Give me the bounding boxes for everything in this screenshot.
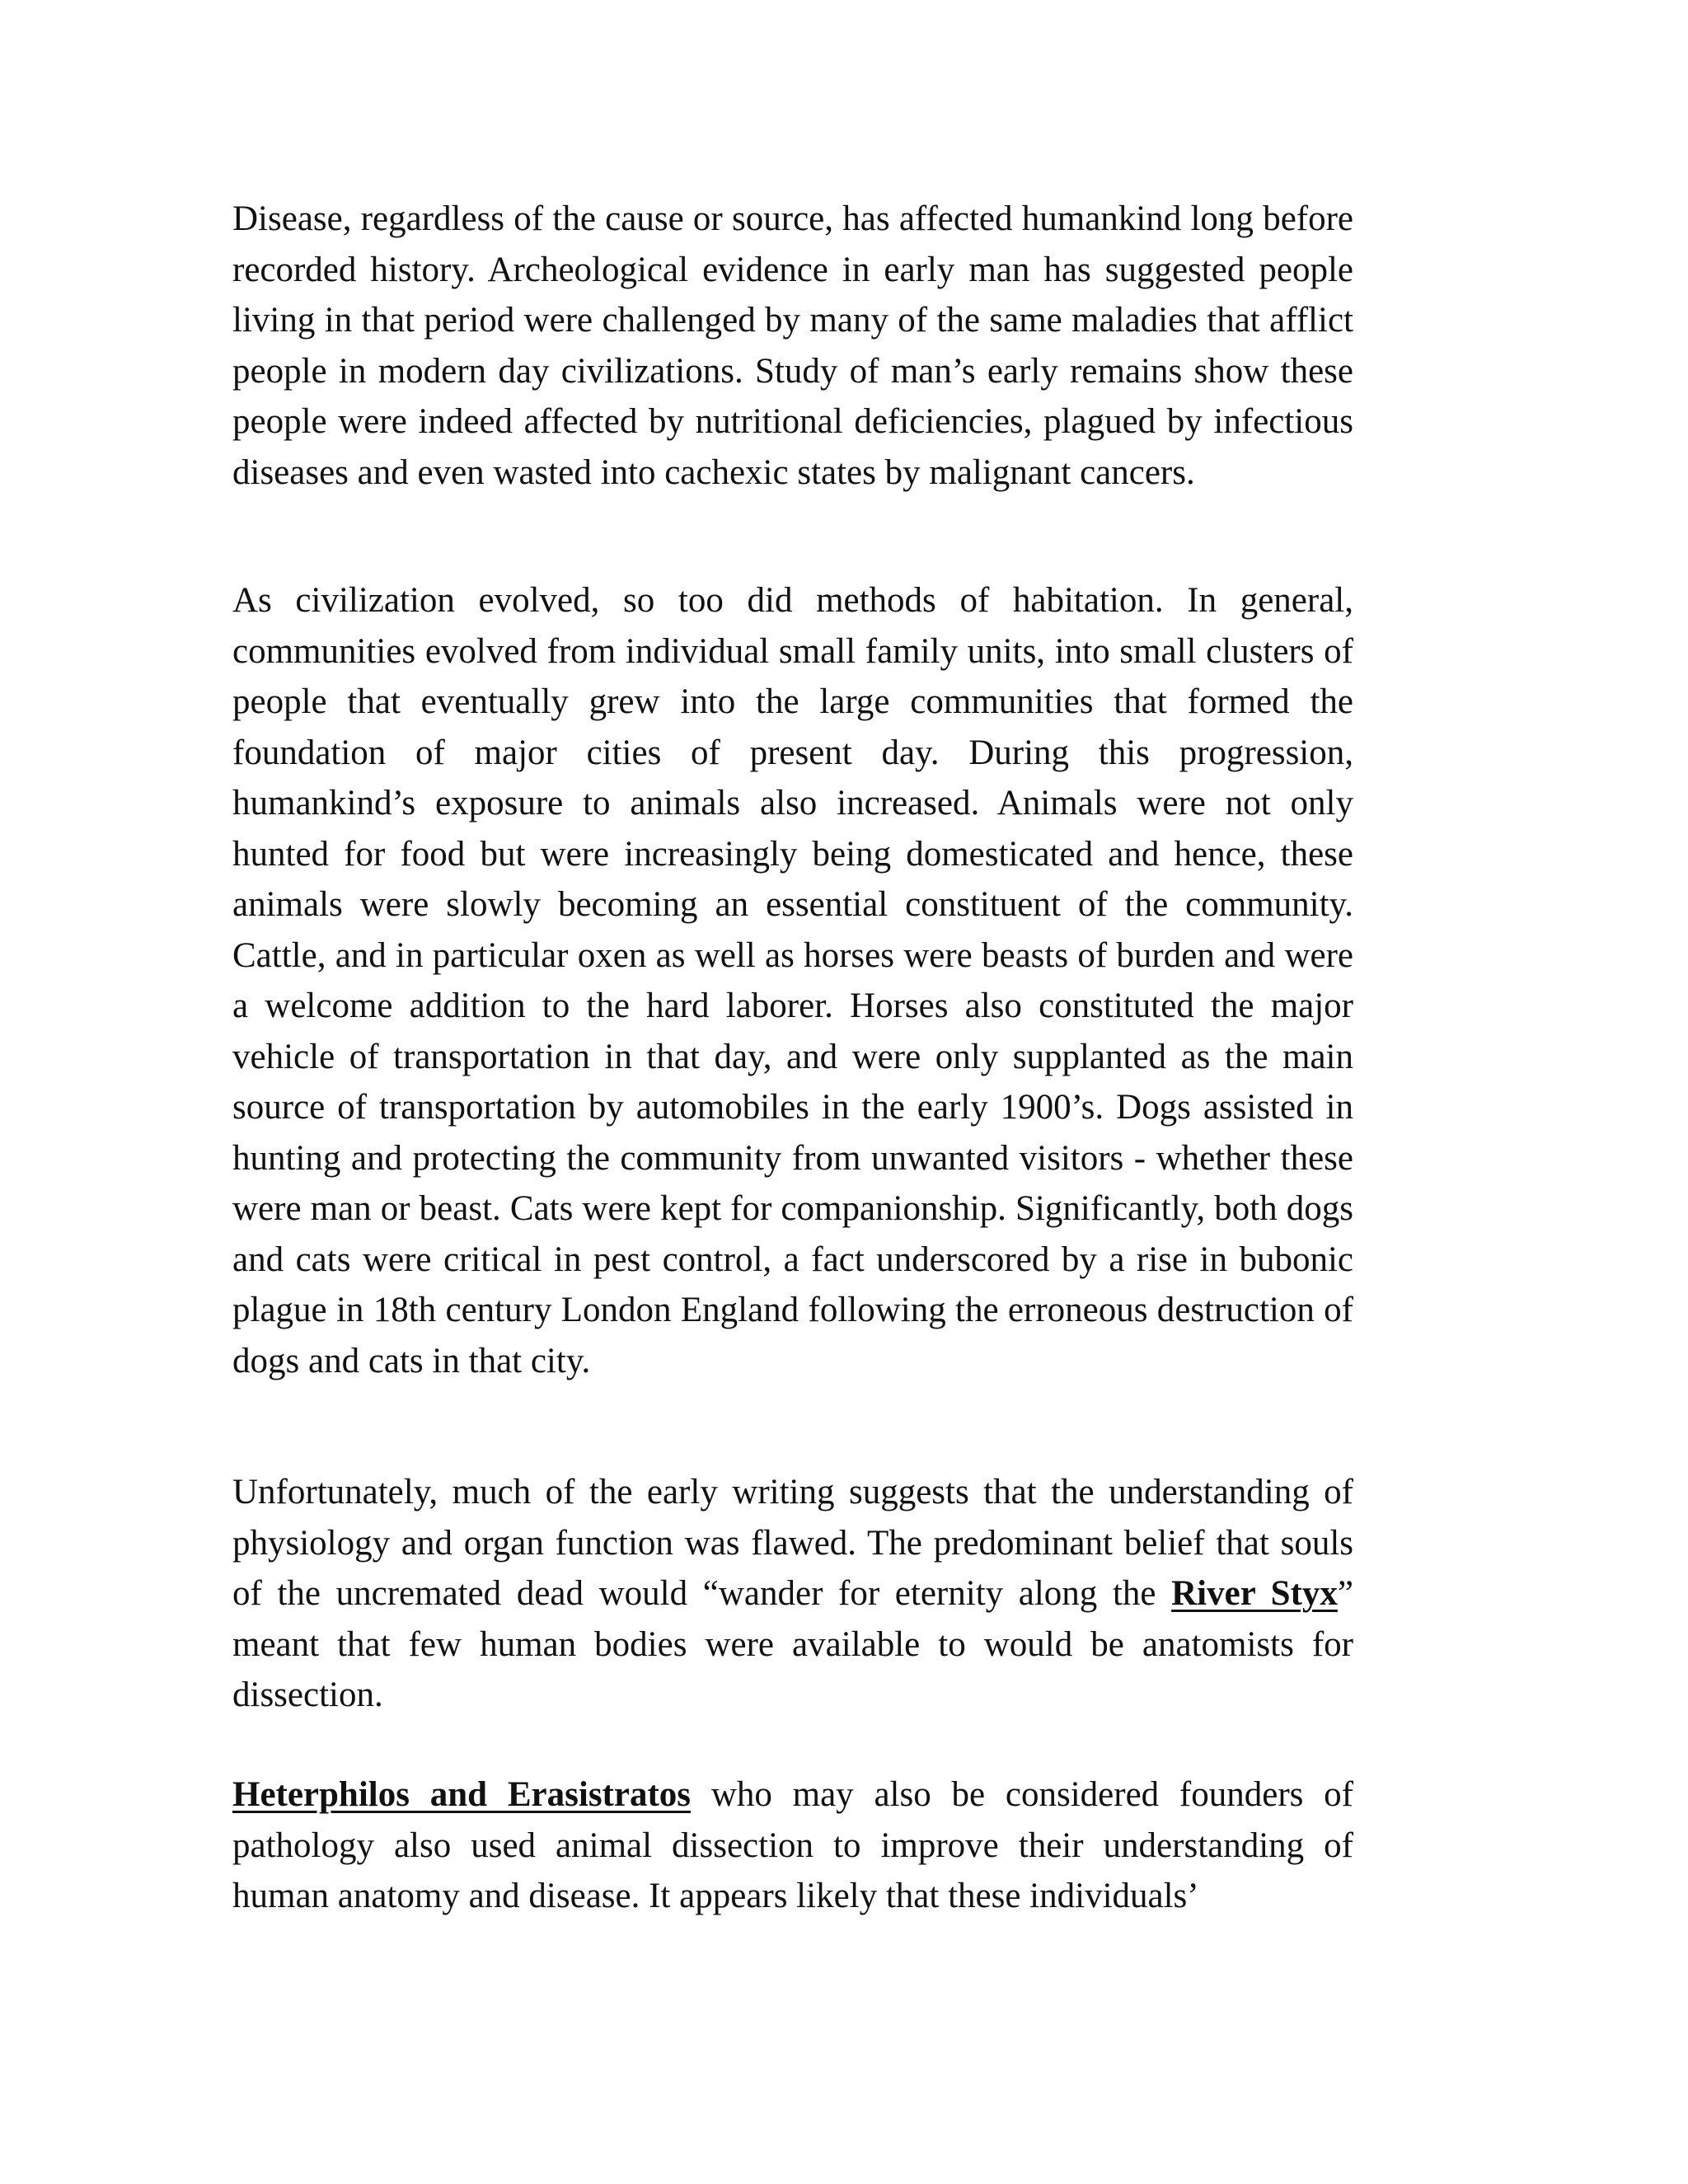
paragraph-founders-of-pathology xyxy=(232,1769,1353,1922)
paragraph-disease-history: Disease, regardless of the cause or source, has affected humankind long before recorded history. Archeological evidence in early man has suggested people living in that period were challenged by many of the same maladies that afflict people in modern day civilizations. Study of man’s early remains show these people were indeed affected by nutritional deficiencies, plagued by infectious diseases and even wasted into cachexic states by malignant cancers. xyxy=(232,199,1353,492)
heterphilos-erasistratos-link[interactable]: Heterphilos and Erasistratos xyxy=(232,1775,692,1814)
paragraph-early-writing xyxy=(232,1467,1353,1721)
paragraph-text-before-link: Unfortunately, much of the early writing suggests that the understanding of physiology and organ function was flawed. The predominant belief that souls of the uncremated dead would “wander for eternity along the xyxy=(232,1473,1353,1613)
paragraph-civilization-animals: As civilization evolved, so too did methods of habitation. In general, communities evolved from individual small family units, into small clusters of people that eventually grew into the large communities that formed the foundation of major cities of present day. During this progression, humankind’s exposure to animals also increased. Animals were not only hunted for food but were increasingly being domesticated and hence, these animals were slowly becoming an essential constituent of the community. Cattle, and in particular oxen as well as horses were beasts of burden and were a welcome addition to the hard laborer. Horses also constituted the major vehicle of transportation in that day, and were only supplanted as the main source of transportation by automobiles in the early 1900’s. Dogs assisted in hunting and protecting the community from unwanted visitors - whether these were man or beast. Cats were kept for companionship. Significantly, both dogs and cats were critical in pest control, a fact underscored by a rise in bubonic plague in 18th century London England following the erroneous destruction of dogs and cats in that city. xyxy=(232,581,1353,1380)
paragraph-text-after-link: who may also be considered founders of pathology also used animal dissection to improve their understanding of human anatomy and disease. It appears likely that these individuals’ xyxy=(232,1775,1353,1915)
paragraph-text-after-link: ” meant that few human bodies were available to would be anatomists for dissection. xyxy=(232,1574,1353,1714)
river-styx-link[interactable]: River Styx xyxy=(1171,1574,1338,1613)
